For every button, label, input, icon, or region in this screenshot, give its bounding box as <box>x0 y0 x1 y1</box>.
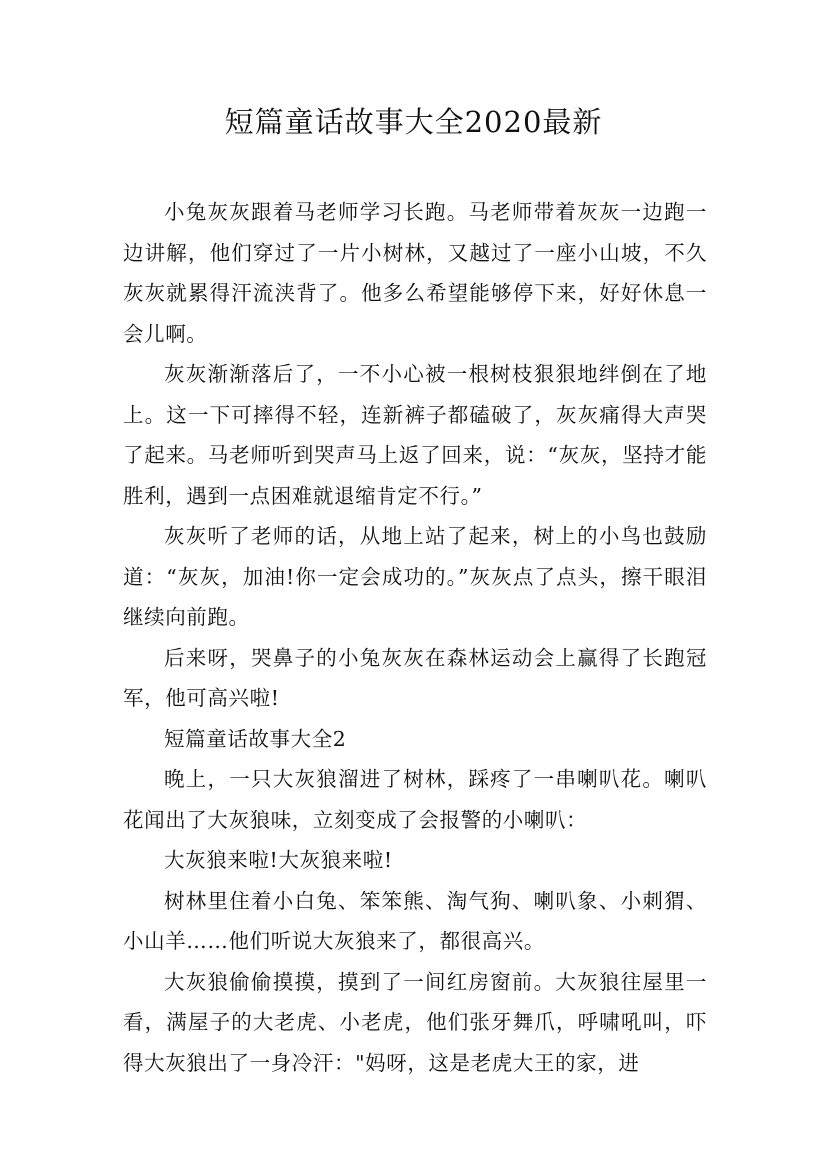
document-title: 短篇童话故事大全2020最新 <box>224 105 603 139</box>
paragraph: 小兔灰灰跟着马老师学习长跑。马老师带着灰灰一边跑一边讲解，他们穿过了一片小树林，又越过了一座小山坡，不久灰灰就累得汗流浃背了。他多么希望能够停下来，好好休息一会儿啊。 <box>123 200 707 346</box>
paragraph: 大灰狼偷偷摸摸，摸到了一间红房窗前。大灰狼往屋里一看，满屋子的大老虎、小老虎，他们张牙舞爪，呼啸吼叫，吓得大灰狼出了一身冷汗："妈呀，这是老虎大王的家，进 <box>123 969 707 1075</box>
paragraph: 树林里住着小白兔、笨笨熊、淘气狗、喇叭象、小刺猬、小山羊……他们听说大灰狼来了，都很高兴。 <box>123 888 707 953</box>
paragraph: 后来呀，哭鼻子的小兔灰灰在森林运动会上赢得了长跑冠军，他可高兴啦! <box>123 645 707 710</box>
paragraph: 灰灰渐渐落后了，一不小心被一根树枝狠狠地绊倒在了地上。这一下可摔得不轻，连新裤子都磕破了，灰灰痛得大声哭了起来。马老师听到哭声马上返了回来，说：“灰灰，坚持才能胜利，遇到一点困难就退缩肯定不行。” <box>123 362 707 508</box>
paragraph: 灰灰听了老师的话，从地上站了起来，树上的小鸟也鼓励道：“灰灰，加油!你一定会成功的。”灰灰点了点头，擦干眼泪继续向前跑。 <box>123 524 707 629</box>
document-body <box>123 192 707 1083</box>
section-subheading: 短篇童话故事大全2 <box>164 726 347 751</box>
paragraph: 晚上，一只大灰狼溜进了树林，踩疼了一串喇叭花。喇叭花闻出了大灰狼味，立刻变成了会报警的小喇叭： <box>123 767 707 832</box>
paragraph: 大灰狼来啦!大灰狼来啦! <box>164 848 393 872</box>
